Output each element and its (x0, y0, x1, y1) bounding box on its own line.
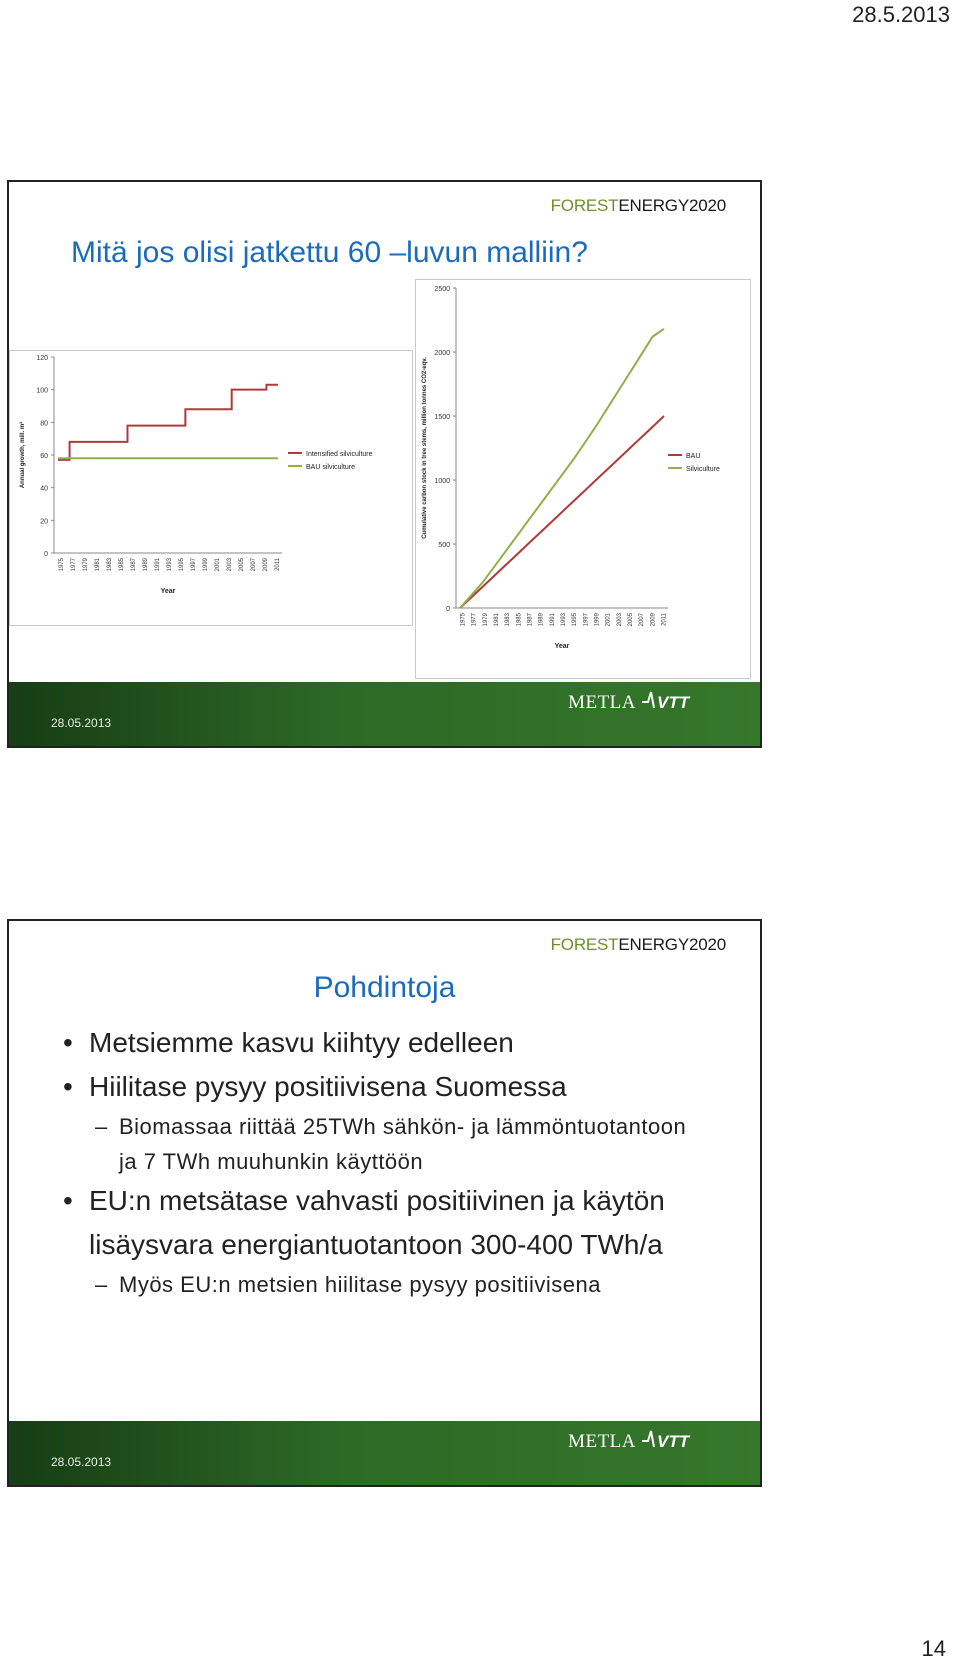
bullet-item: • Metsiemme kasvu kiihtyy edelleen (59, 1021, 709, 1065)
y-tick-label: 500 (438, 542, 450, 549)
bullet-item: • Hiilitase pysyy positiivisena Suomessa (59, 1065, 709, 1109)
metla-logo: METLA (568, 1431, 636, 1452)
slide-2 (7, 919, 762, 1487)
bullet-item: • EU:n metsätase vahvasti positiivinen ja käytön lisäysvara energiantuotantoon 300-400 TWh/a (59, 1179, 709, 1267)
x-tick-label: 1997 (191, 558, 197, 572)
x-axis-label: Year (554, 643, 570, 650)
annual-growth-chart-panel (9, 350, 413, 626)
x-tick-label: 1993 (167, 558, 173, 572)
y-tick-label: 2000 (434, 350, 450, 357)
x-tick-label: 1979 (83, 558, 89, 572)
x-tick-label: 2001 (605, 613, 612, 627)
vtt-logo (640, 688, 726, 712)
x-tick-label: 2003 (227, 558, 233, 572)
x-tick-label: 1977 (71, 558, 77, 572)
slide-footer (9, 682, 760, 746)
x-tick-label: 1979 (482, 613, 489, 627)
page-number: 14 (921, 1636, 946, 1661)
x-tick-label: 2007 (639, 613, 646, 627)
slide-1 (7, 180, 762, 748)
x-tick-label: 2005 (627, 613, 634, 627)
x-tick-label: 1977 (471, 613, 478, 627)
x-tick-label: 1991 (549, 613, 556, 627)
x-tick-label: 1987 (131, 558, 137, 572)
annual-growth-chart (10, 351, 412, 625)
footer-date: 28.05.2013 (51, 716, 112, 730)
x-tick-label: 1987 (527, 613, 534, 627)
x-tick-label: 1981 (494, 613, 501, 627)
x-tick-label: 1985 (516, 613, 523, 627)
x-tick-label: 1999 (594, 613, 601, 627)
sub-bullet-item: – Biomassaa riittää 25TWh sähkön- ja lämmöntuotantoon ja 7 TWh muuhunkin käyttöön (59, 1109, 709, 1179)
x-tick-label: 1983 (505, 613, 512, 627)
y-axis-label: Cumulative carbon stock in tree stems, million tonnes CO2-eqv. (422, 357, 428, 539)
series-line (460, 329, 664, 608)
y-tick-label: 40 (40, 485, 48, 493)
sub-bullet-item: – Myös EU:n metsien hiilitase pysyy positiivisena (59, 1267, 709, 1302)
legend-label: Intensified silviculture (306, 451, 373, 458)
x-tick-label: 1989 (538, 613, 545, 627)
legend-label: BAU silviculture (306, 464, 356, 471)
y-tick-label: 0 (44, 551, 48, 558)
y-tick-label: 2500 (434, 286, 450, 293)
x-tick-label: 1995 (179, 558, 185, 572)
x-tick-label: 2011 (275, 558, 281, 571)
slide-footer (9, 1421, 760, 1485)
legend-label: BAU (686, 453, 701, 460)
page-date: 28.5.2013 (852, 2, 950, 27)
legend-label: Silviculture (686, 466, 720, 473)
y-tick-label: 1000 (434, 478, 450, 485)
footer-date: 28.05.2013 (51, 1455, 112, 1469)
x-tick-label: 1985 (119, 558, 125, 572)
y-tick-label: 20 (40, 518, 48, 526)
x-tick-label: 2005 (239, 558, 245, 572)
x-tick-label: 1989 (143, 558, 149, 572)
x-tick-label: 2009 (263, 558, 269, 572)
series-line (58, 385, 278, 460)
y-tick-label: 80 (40, 420, 48, 428)
x-tick-label: 2003 (616, 613, 623, 627)
slide-2-title: Pohdintoja (313, 971, 456, 1004)
x-tick-label: 2009 (650, 613, 657, 627)
forestenergy-logo: FORESTENERGY2020 (550, 196, 726, 215)
y-tick-label: 1500 (434, 414, 450, 421)
carbon-stock-chart (416, 280, 750, 678)
y-tick-label: 100 (36, 387, 48, 395)
svg-text:VTT: VTT (657, 1432, 690, 1451)
x-tick-label: 1997 (583, 613, 590, 627)
slide-1-title: Mitä jos olisi jatkettu 60 –luvun malliin? (71, 236, 588, 269)
x-tick-label: 1999 (203, 558, 209, 572)
x-tick-label: 1975 (59, 558, 65, 572)
x-tick-label: 1981 (95, 558, 101, 572)
x-tick-label: 1991 (155, 558, 161, 572)
svg-text:VTT: VTT (657, 693, 690, 712)
x-tick-label: 1993 (561, 613, 567, 627)
carbon-stock-chart-panel (415, 279, 751, 679)
vtt-logo (640, 1427, 726, 1451)
metla-logo: METLA (568, 692, 636, 713)
x-tick-label: 2011 (661, 613, 668, 626)
bullet-list (59, 1021, 709, 1302)
y-axis-label: Annual growth, mill. m³ (20, 421, 26, 489)
x-tick-label: 2001 (215, 558, 221, 572)
y-tick-label: 0 (446, 606, 450, 613)
x-tick-label: 2007 (251, 558, 257, 572)
x-axis-label: Year (160, 588, 176, 595)
y-tick-label: 120 (36, 355, 48, 362)
x-tick-label: 1983 (107, 558, 113, 572)
x-tick-label: 1975 (460, 613, 467, 627)
forestenergy-logo: FORESTENERGY2020 (550, 935, 726, 954)
y-tick-label: 60 (40, 453, 48, 460)
x-tick-label: 1995 (572, 613, 579, 627)
series-line (460, 416, 664, 608)
